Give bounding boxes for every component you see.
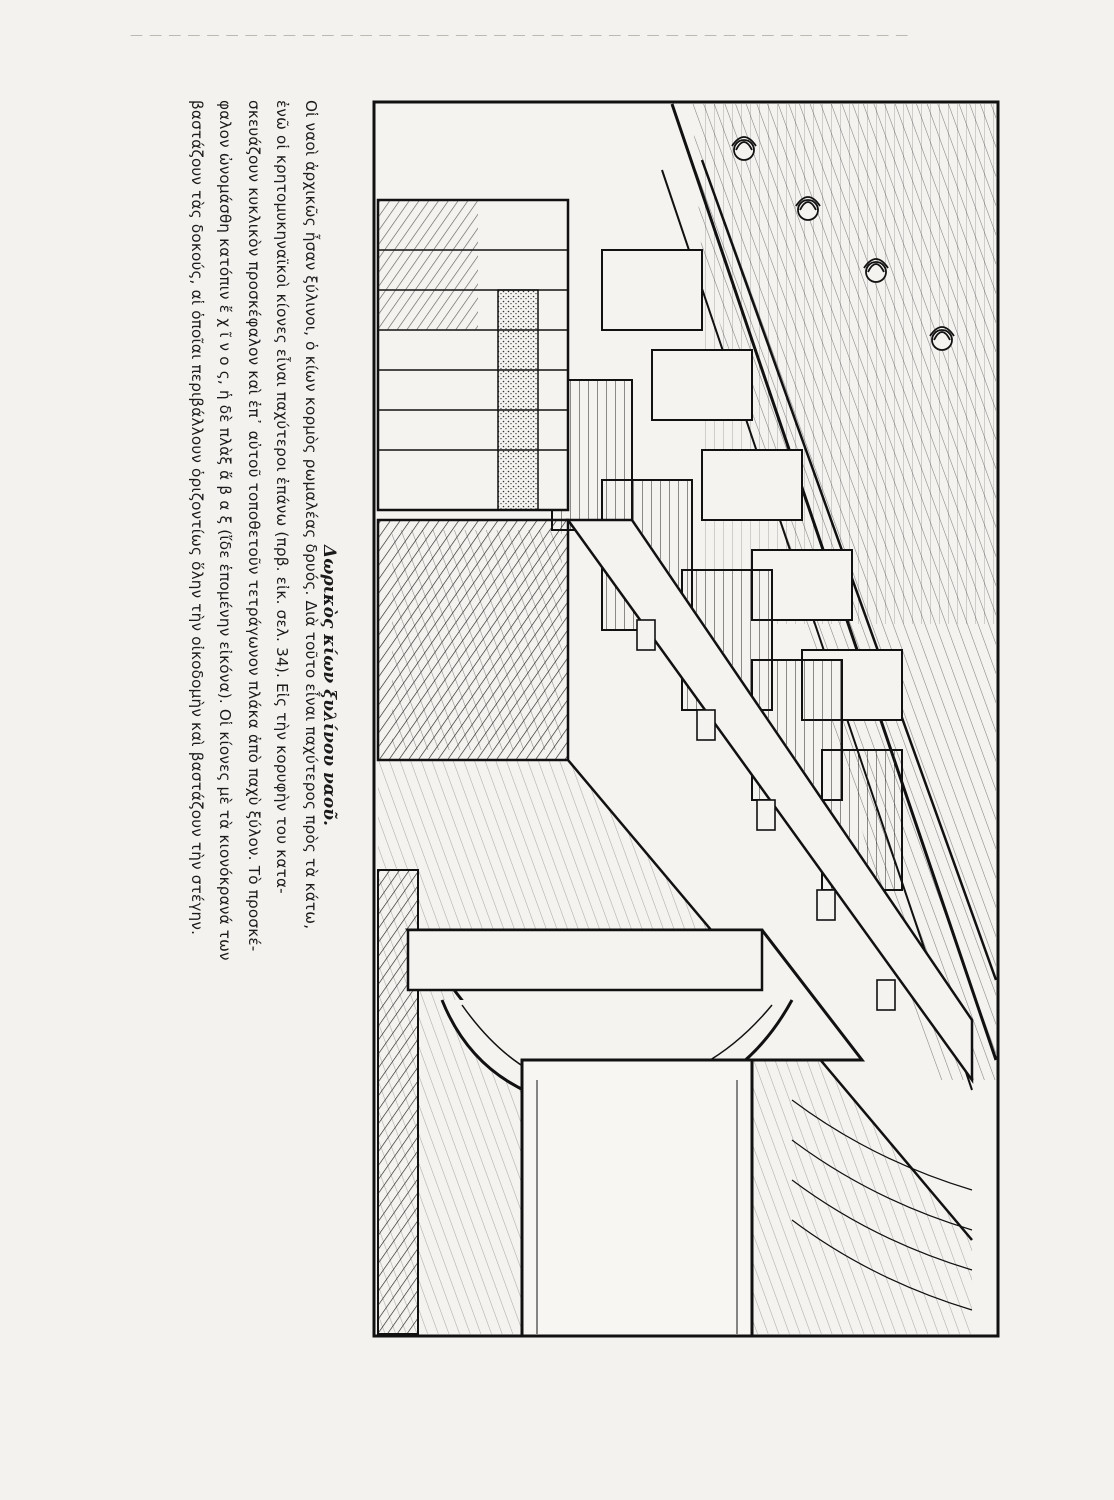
wooden-doric-column-illustration	[372, 100, 1000, 1338]
page-header: — — — — — — — — — — — — — — — — — — — — — — — — — — — — — — — — — — — — — — — — —	[130, 28, 910, 43]
body-line: σκευάζουν κυκλικὸν προσκέφαλον καὶ ἐπ᾿ αὐτοῦ τοποθετοῦν τετράγωνον πλάκα ἀπὸ παχὺ ξύλον. Τὸ προσκέ-	[245, 100, 263, 952]
body-line: ἐνῶ οἱ κρητομυκηναϊκοὶ κίονες εἶναι παχύτεροι ἐπάνω (πρβ. εἰκ. σελ. 34). Εἰς τὴν κορυφὴν του κατα-	[273, 100, 292, 894]
body-line: Οἱ ναοὶ ἀρχικῶς ἦσαν ξύλινοι, ὁ κίων κορμὸς ρωμαλέας δρυός. Διὰ τοῦτο εἶναι παχύτερος πρὸς τὰ κάτω,	[302, 100, 320, 930]
column-drawing	[372, 100, 1000, 1338]
body-paragraph	[183, 100, 326, 1340]
body-line: βαστάζουν τὰς δοκούς, αἱ ὁποῖαι περιβάλλουν ὁριζοντίως ὅλην τὴν οἰκοδομὴν καὶ βαστάζουν τὴν στέγην.	[188, 100, 206, 936]
figure-caption: Δωρικὸς κίων ξυλίνου ναοῦ.	[319, 545, 339, 826]
body-line: φαλον ὠνομάσθη κατόπιν ἔ χ ῖ ν ο ς, ἡ δὲ πλὰξ ἄ β α ξ (ἴδε ἑπομένην εἰκόνα). Οἱ κίονες μὲ τὰ κιονόκρανά των	[216, 100, 235, 961]
